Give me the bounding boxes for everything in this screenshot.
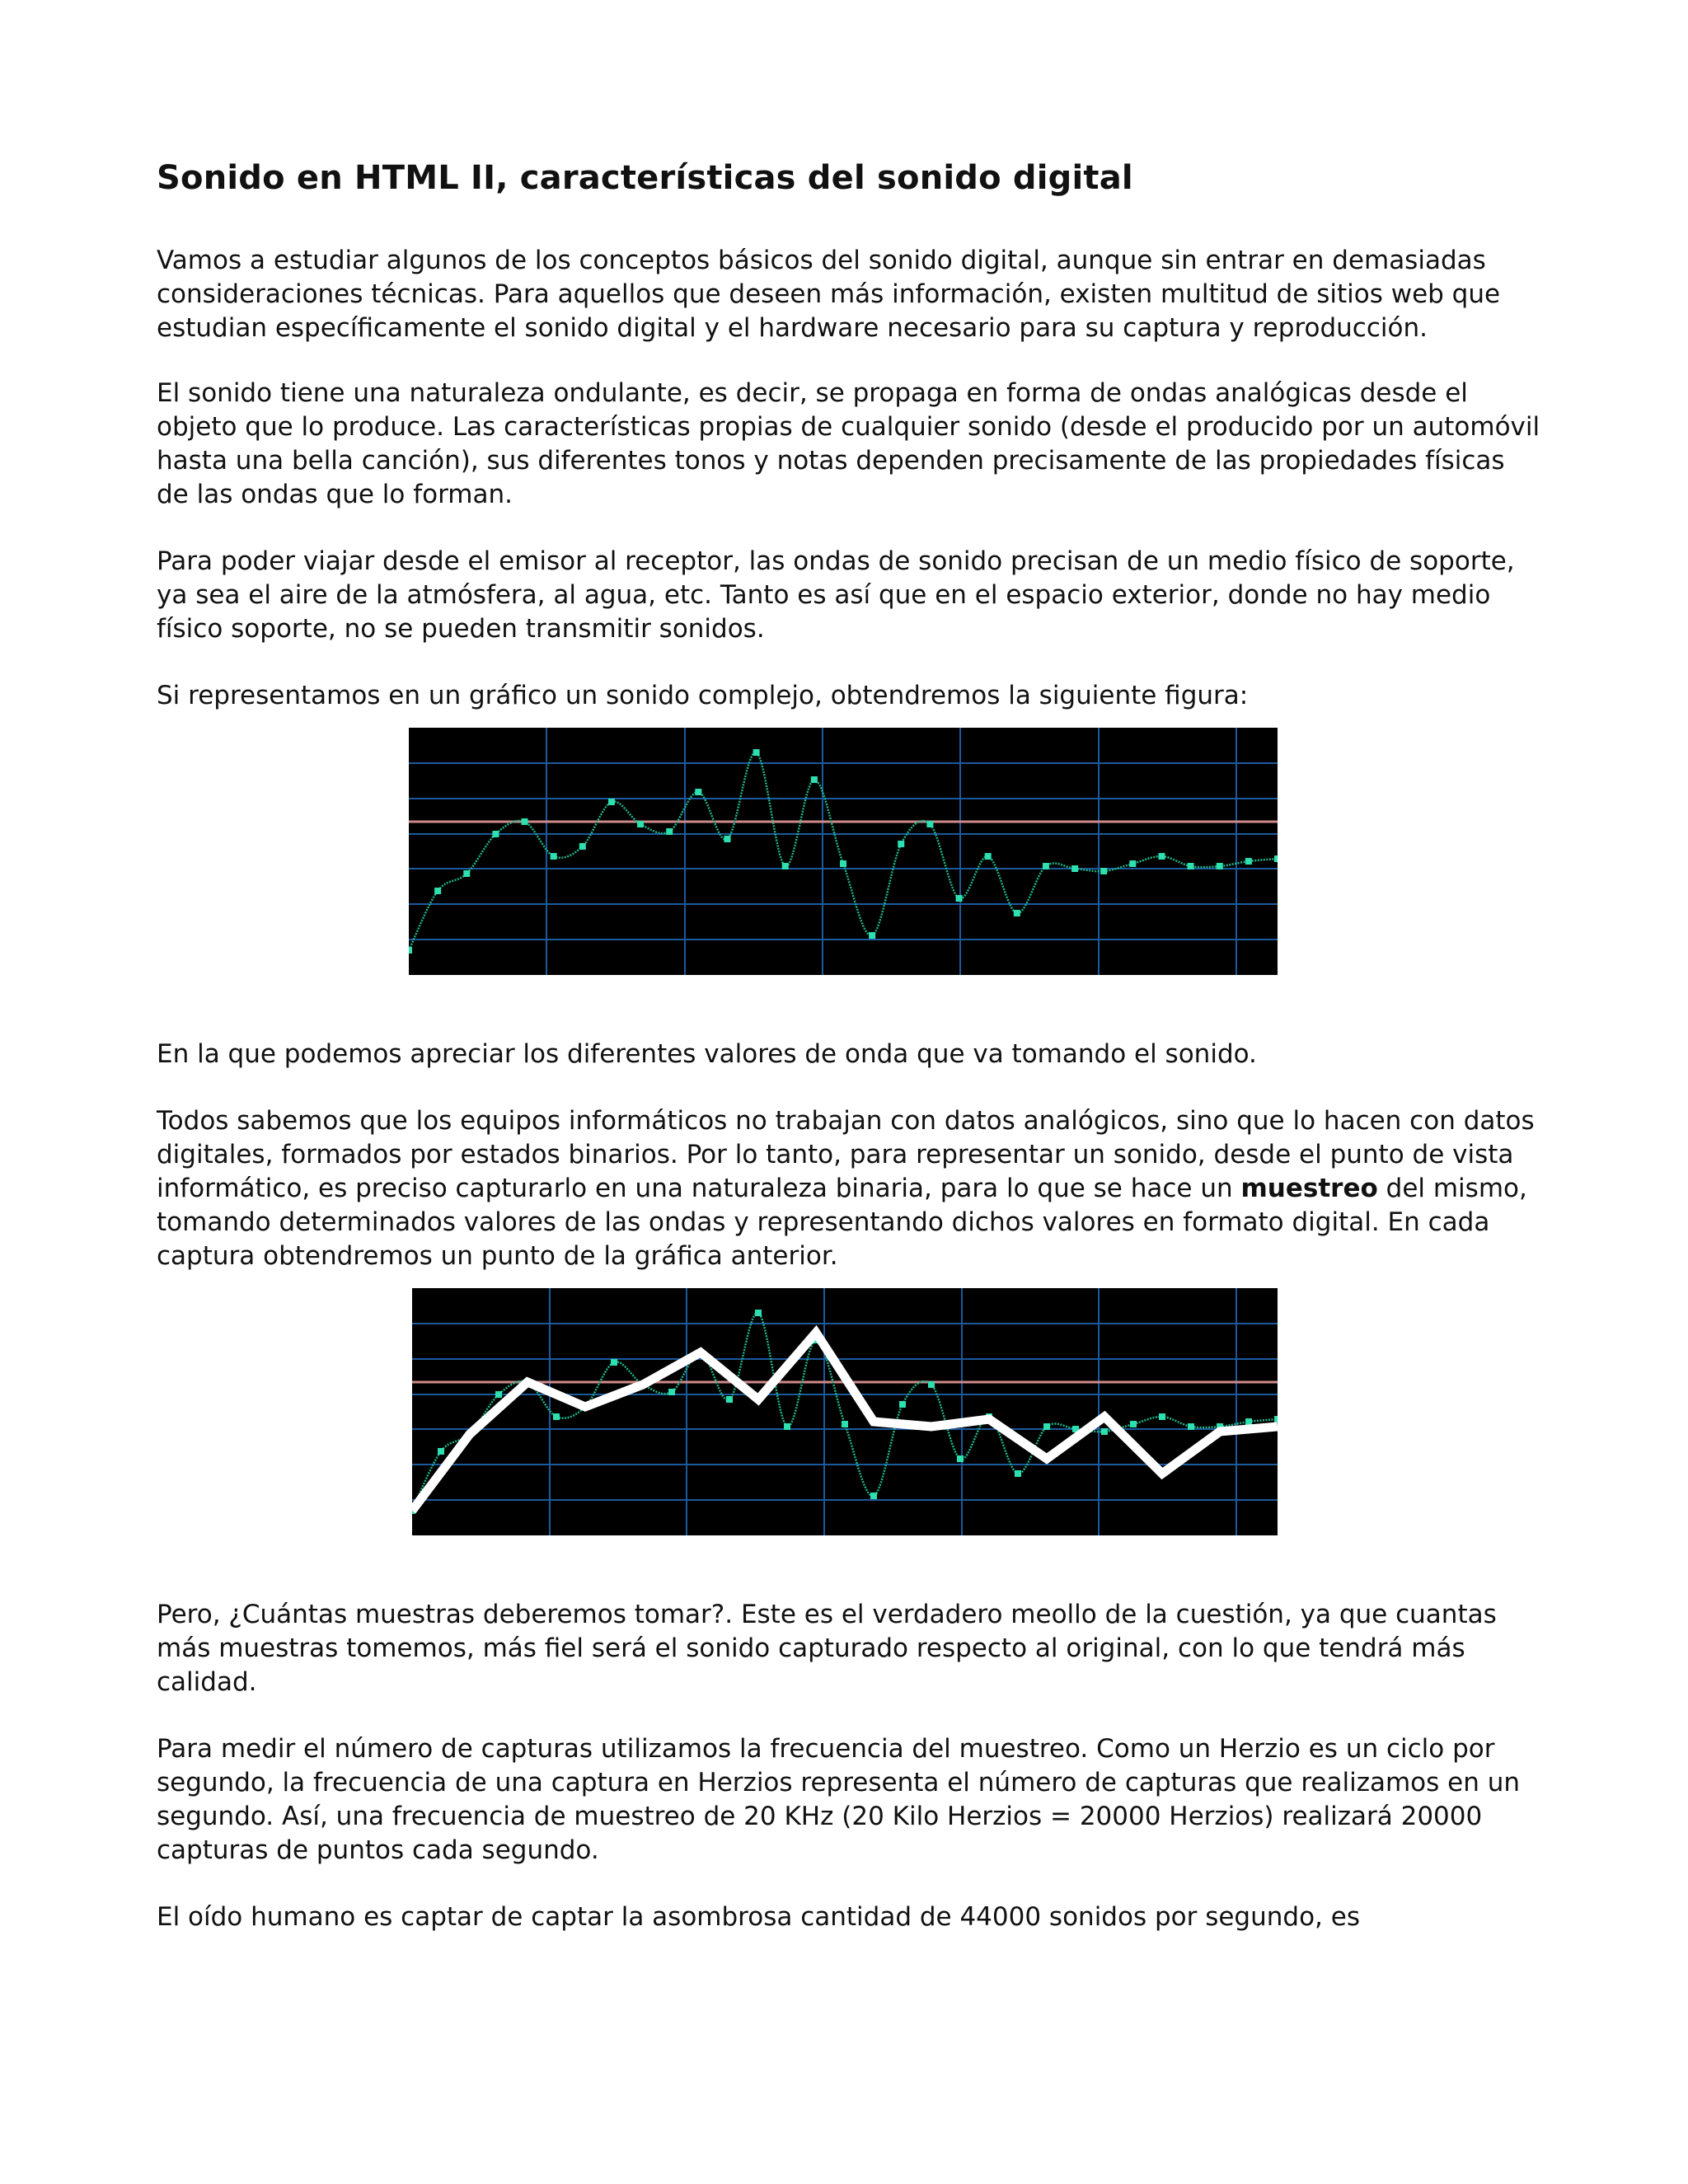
sample-point bbox=[1100, 868, 1107, 874]
sample-point bbox=[842, 1421, 848, 1427]
sample-point bbox=[668, 1389, 675, 1395]
sample-point bbox=[1245, 1418, 1252, 1425]
sample-point bbox=[1188, 1423, 1194, 1430]
sample-point bbox=[1101, 1428, 1108, 1435]
sample-point bbox=[724, 836, 730, 842]
sample-point bbox=[1043, 1423, 1050, 1430]
sample-point bbox=[1015, 1470, 1021, 1477]
wave-figure-sampled bbox=[157, 1288, 1541, 1535]
sample-point bbox=[840, 860, 846, 867]
sample-point bbox=[522, 818, 528, 825]
sample-point bbox=[611, 1359, 617, 1366]
wave-chart-analog bbox=[409, 728, 1278, 975]
sample-point bbox=[438, 1448, 444, 1455]
sample-point bbox=[957, 1455, 964, 1462]
sample-point bbox=[899, 1401, 906, 1408]
sample-point bbox=[898, 841, 904, 847]
paragraph-human-ear: El oído humano es captar de captar la asombrosa cantidad de 44000 sonidos por segundo, es bbox=[157, 1902, 1360, 1932]
sample-point bbox=[1130, 1421, 1137, 1427]
sample-point bbox=[1274, 855, 1278, 862]
sample-point bbox=[551, 853, 557, 860]
paragraph-medium: Para poder viajar desde el emisor al receptor, las ondas de sonido precisan de un medio físico de soporte, ya sea el aire de la atmósfera, al agua, etc. Tanto es así que en el espacio exterior, donde no hay medio físico soporte, no se pueden transmitir sonidos. bbox=[157, 546, 1515, 644]
article bbox=[157, 157, 1541, 1967]
chart-background bbox=[412, 1288, 1278, 1535]
sample-point bbox=[1129, 860, 1136, 867]
sampling-bold-term: muestreo bbox=[1240, 1174, 1378, 1203]
sample-point bbox=[695, 789, 701, 795]
sample-point bbox=[463, 870, 470, 877]
sample-point bbox=[870, 1493, 877, 1499]
paragraph-how-many-samples: Pero, ¿Cuántas muestras deberemos tomar?. Este es el verdadero meollo de la cuestión, ya que cuantas más muestras tomemos, más fiel será el sonido capturado respecto al original, con lo que tendrá más calidad. bbox=[157, 1600, 1497, 1697]
paragraph-wave-nature: El sonido tiene una naturaleza ondulante, es decir, se propaga en forma de ondas analógicas desde el objeto que lo produce. Las características propias de cualquier sonido (desde el producido por un automóvil hasta una bella canción), sus diferentes tonos y notas dependen precisamente de las propiedades físicas de las ondas que lo forman. bbox=[157, 378, 1540, 509]
sample-point bbox=[928, 1381, 935, 1388]
sample-point bbox=[1043, 863, 1049, 869]
paragraph-after-figure1: En la que podemos apreciar los diferentes valores de onda que va tomando el sonido. bbox=[157, 1039, 1257, 1069]
chart-background bbox=[409, 728, 1278, 975]
paragraph-sampling bbox=[157, 1104, 1541, 1273]
sample-point bbox=[1188, 863, 1194, 869]
paragraph-intro: Vamos a estudiar algunos de los conceptos básicos del sonido digital, aunque sin entrar en demasiadas consideraciones técnicas. Para aquellos que deseen más información, existen multitud de sitios web que estudian específicamente el sonido digital y el hardware necesario para su captura y reproducción. bbox=[157, 246, 1501, 343]
wave-chart-sampled bbox=[412, 1288, 1278, 1535]
wave-figure-analog bbox=[157, 728, 1541, 975]
sample-point bbox=[579, 843, 586, 850]
sample-point bbox=[409, 947, 412, 954]
sample-point bbox=[811, 776, 818, 783]
sample-point bbox=[1217, 863, 1223, 869]
sample-point bbox=[782, 863, 789, 869]
sample-point bbox=[1071, 865, 1078, 872]
sample-point bbox=[1245, 858, 1252, 865]
sample-point bbox=[784, 1423, 790, 1430]
sample-point bbox=[434, 888, 441, 894]
sample-point bbox=[553, 1413, 560, 1420]
sample-point bbox=[869, 932, 875, 939]
sample-point bbox=[666, 828, 673, 835]
sampling-text-before: Todos sabemos que los equipos informáticos no trabajan con datos analógicos, sino que lo hacen con datos digitales, formados por estados binarios. Por lo tanto, para representar un sonido, desde el punto de vista informático, es preciso capturarlo en una naturaleza binaria, para lo que se hace un bbox=[157, 1106, 1535, 1203]
paragraph-figure-intro: Si representamos en un gráfico un sonido complejo, obtendremos la siguiente figura: bbox=[157, 681, 1249, 710]
page-title: Sonido en HTML II, características del sonido digital bbox=[157, 159, 1133, 197]
sampling-text-after: del mismo, tomando determinados valores de las ondas y representando dichos valores en formato digital. En cada captura obtendremos un punto de la gráfica anterior. bbox=[157, 1174, 1527, 1271]
sample-point bbox=[1014, 910, 1020, 916]
sample-point bbox=[608, 799, 615, 805]
sample-point bbox=[1159, 1413, 1165, 1420]
sample-point bbox=[753, 749, 760, 756]
sample-point bbox=[495, 1391, 502, 1398]
sample-point bbox=[726, 1396, 733, 1403]
sample-point bbox=[956, 895, 963, 902]
paragraph-frequency: Para medir el número de capturas utilizamos la frecuencia del muestreo. Como un Herzio es un ciclo por segundo, la frecuencia de una captura en Herzios representa el número de capturas que realizamos en un segundo. Así, una frecuencia de muestreo de 20 KHz (20 Kilo Herzios = 20000 Herzios) realizará 20000 capturas de puntos cada segundo. bbox=[157, 1734, 1521, 1865]
sample-point bbox=[637, 821, 644, 827]
sample-point bbox=[1158, 853, 1165, 860]
sample-point bbox=[926, 821, 933, 827]
sample-point bbox=[755, 1310, 762, 1316]
sample-point bbox=[985, 853, 992, 860]
sample-point bbox=[1274, 1416, 1278, 1422]
sample-point bbox=[492, 831, 499, 837]
